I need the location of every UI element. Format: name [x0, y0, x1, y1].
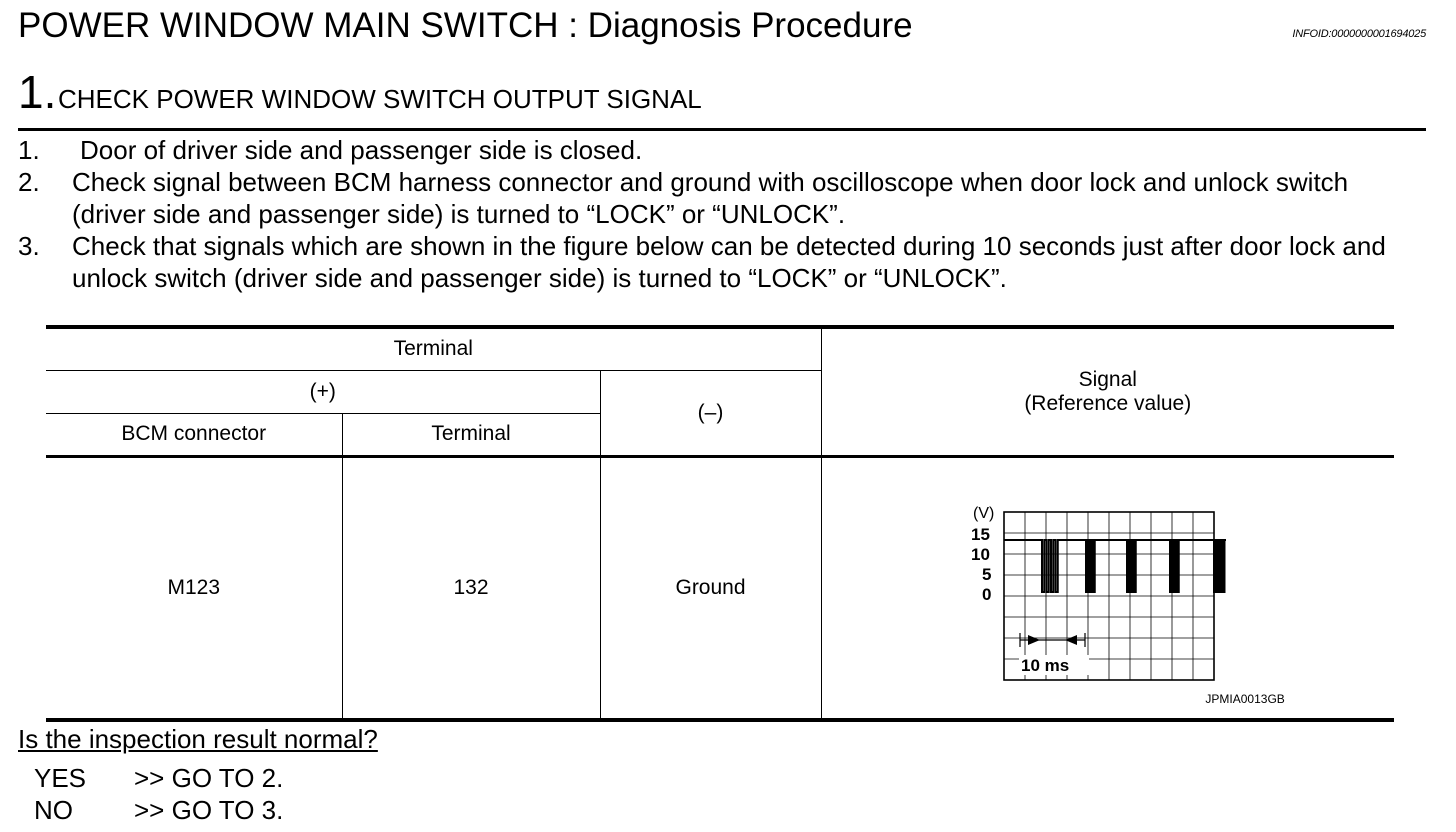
- header-terminal: Terminal: [46, 327, 821, 370]
- header-bcm-connector: BCM connector: [46, 413, 342, 456]
- step-title: CHECK POWER WINDOW SWITCH OUTPUT SIGNAL: [58, 84, 702, 114]
- answer-yes-action[interactable]: >> GO TO 2.: [134, 763, 284, 793]
- time-scale-marker: [1020, 633, 1085, 647]
- answer-no-key: NO: [34, 795, 73, 825]
- figure-id: JPMIA0013GB: [1205, 691, 1285, 706]
- terminal-table: [46, 325, 1394, 722]
- y-tick-label: 0: [981, 584, 992, 604]
- header-signal-line2: (Reference value): [1024, 391, 1192, 415]
- cell-signal: [821, 456, 1394, 720]
- instruction-number: 3.: [18, 231, 40, 261]
- header-terminal-sub: Terminal: [342, 413, 600, 456]
- inspection-question: Is the inspection result normal?: [18, 724, 378, 754]
- header-signal-line1: Signal: [1078, 367, 1137, 391]
- oscilloscope-grid: [1004, 512, 1214, 680]
- oscilloscope-figure: [823, 458, 1393, 718]
- y-axis-label: (V): [972, 504, 995, 522]
- answer-yes-key: YES: [34, 763, 87, 793]
- header-plus: (+): [46, 370, 600, 413]
- instruction-number: 2.: [18, 167, 40, 197]
- cell-terminal: 132: [342, 456, 600, 720]
- header-minus: (–): [600, 370, 821, 456]
- section-divider: [18, 128, 1426, 131]
- answer-no-action[interactable]: >> GO TO 3.: [134, 795, 284, 825]
- instruction-text: Check that signals which are shown in the figure below can be detected during 10 seconds just after door lock and unlock switch (driver side and passenger side) is turned to “LOCK” or “UNLOCK”.: [72, 231, 1386, 293]
- step-number: 1.: [18, 66, 57, 118]
- cell-minus: Ground: [600, 456, 821, 720]
- y-tick-label: 15: [970, 524, 990, 544]
- time-scale-label: 10 ms: [1020, 655, 1069, 675]
- cell-bcm-connector: M123: [46, 456, 342, 720]
- page-title: POWER WINDOW MAIN SWITCH : Diagnosis Procedure: [18, 6, 913, 45]
- oscilloscope-chart: [823, 458, 1393, 718]
- info-id: INFOID:0000000001694025: [1292, 28, 1426, 40]
- y-tick-label: 10: [970, 544, 990, 564]
- instruction-text: Check signal between BCM harness connector and ground with oscilloscope when door lock and unlock switch (driver side and passenger side) is turned to “LOCK” or “UNLOCK”.: [72, 167, 1349, 229]
- y-tick-label: 5: [981, 564, 992, 584]
- instruction-item: [18, 134, 1428, 166]
- instruction-text: Door of driver side and passenger side is closed.: [80, 135, 643, 165]
- instruction-list: [18, 134, 1428, 294]
- instruction-number: 1.: [18, 135, 40, 165]
- instruction-item: [18, 230, 1428, 294]
- instruction-item: [18, 166, 1428, 230]
- header-signal: [821, 327, 1394, 456]
